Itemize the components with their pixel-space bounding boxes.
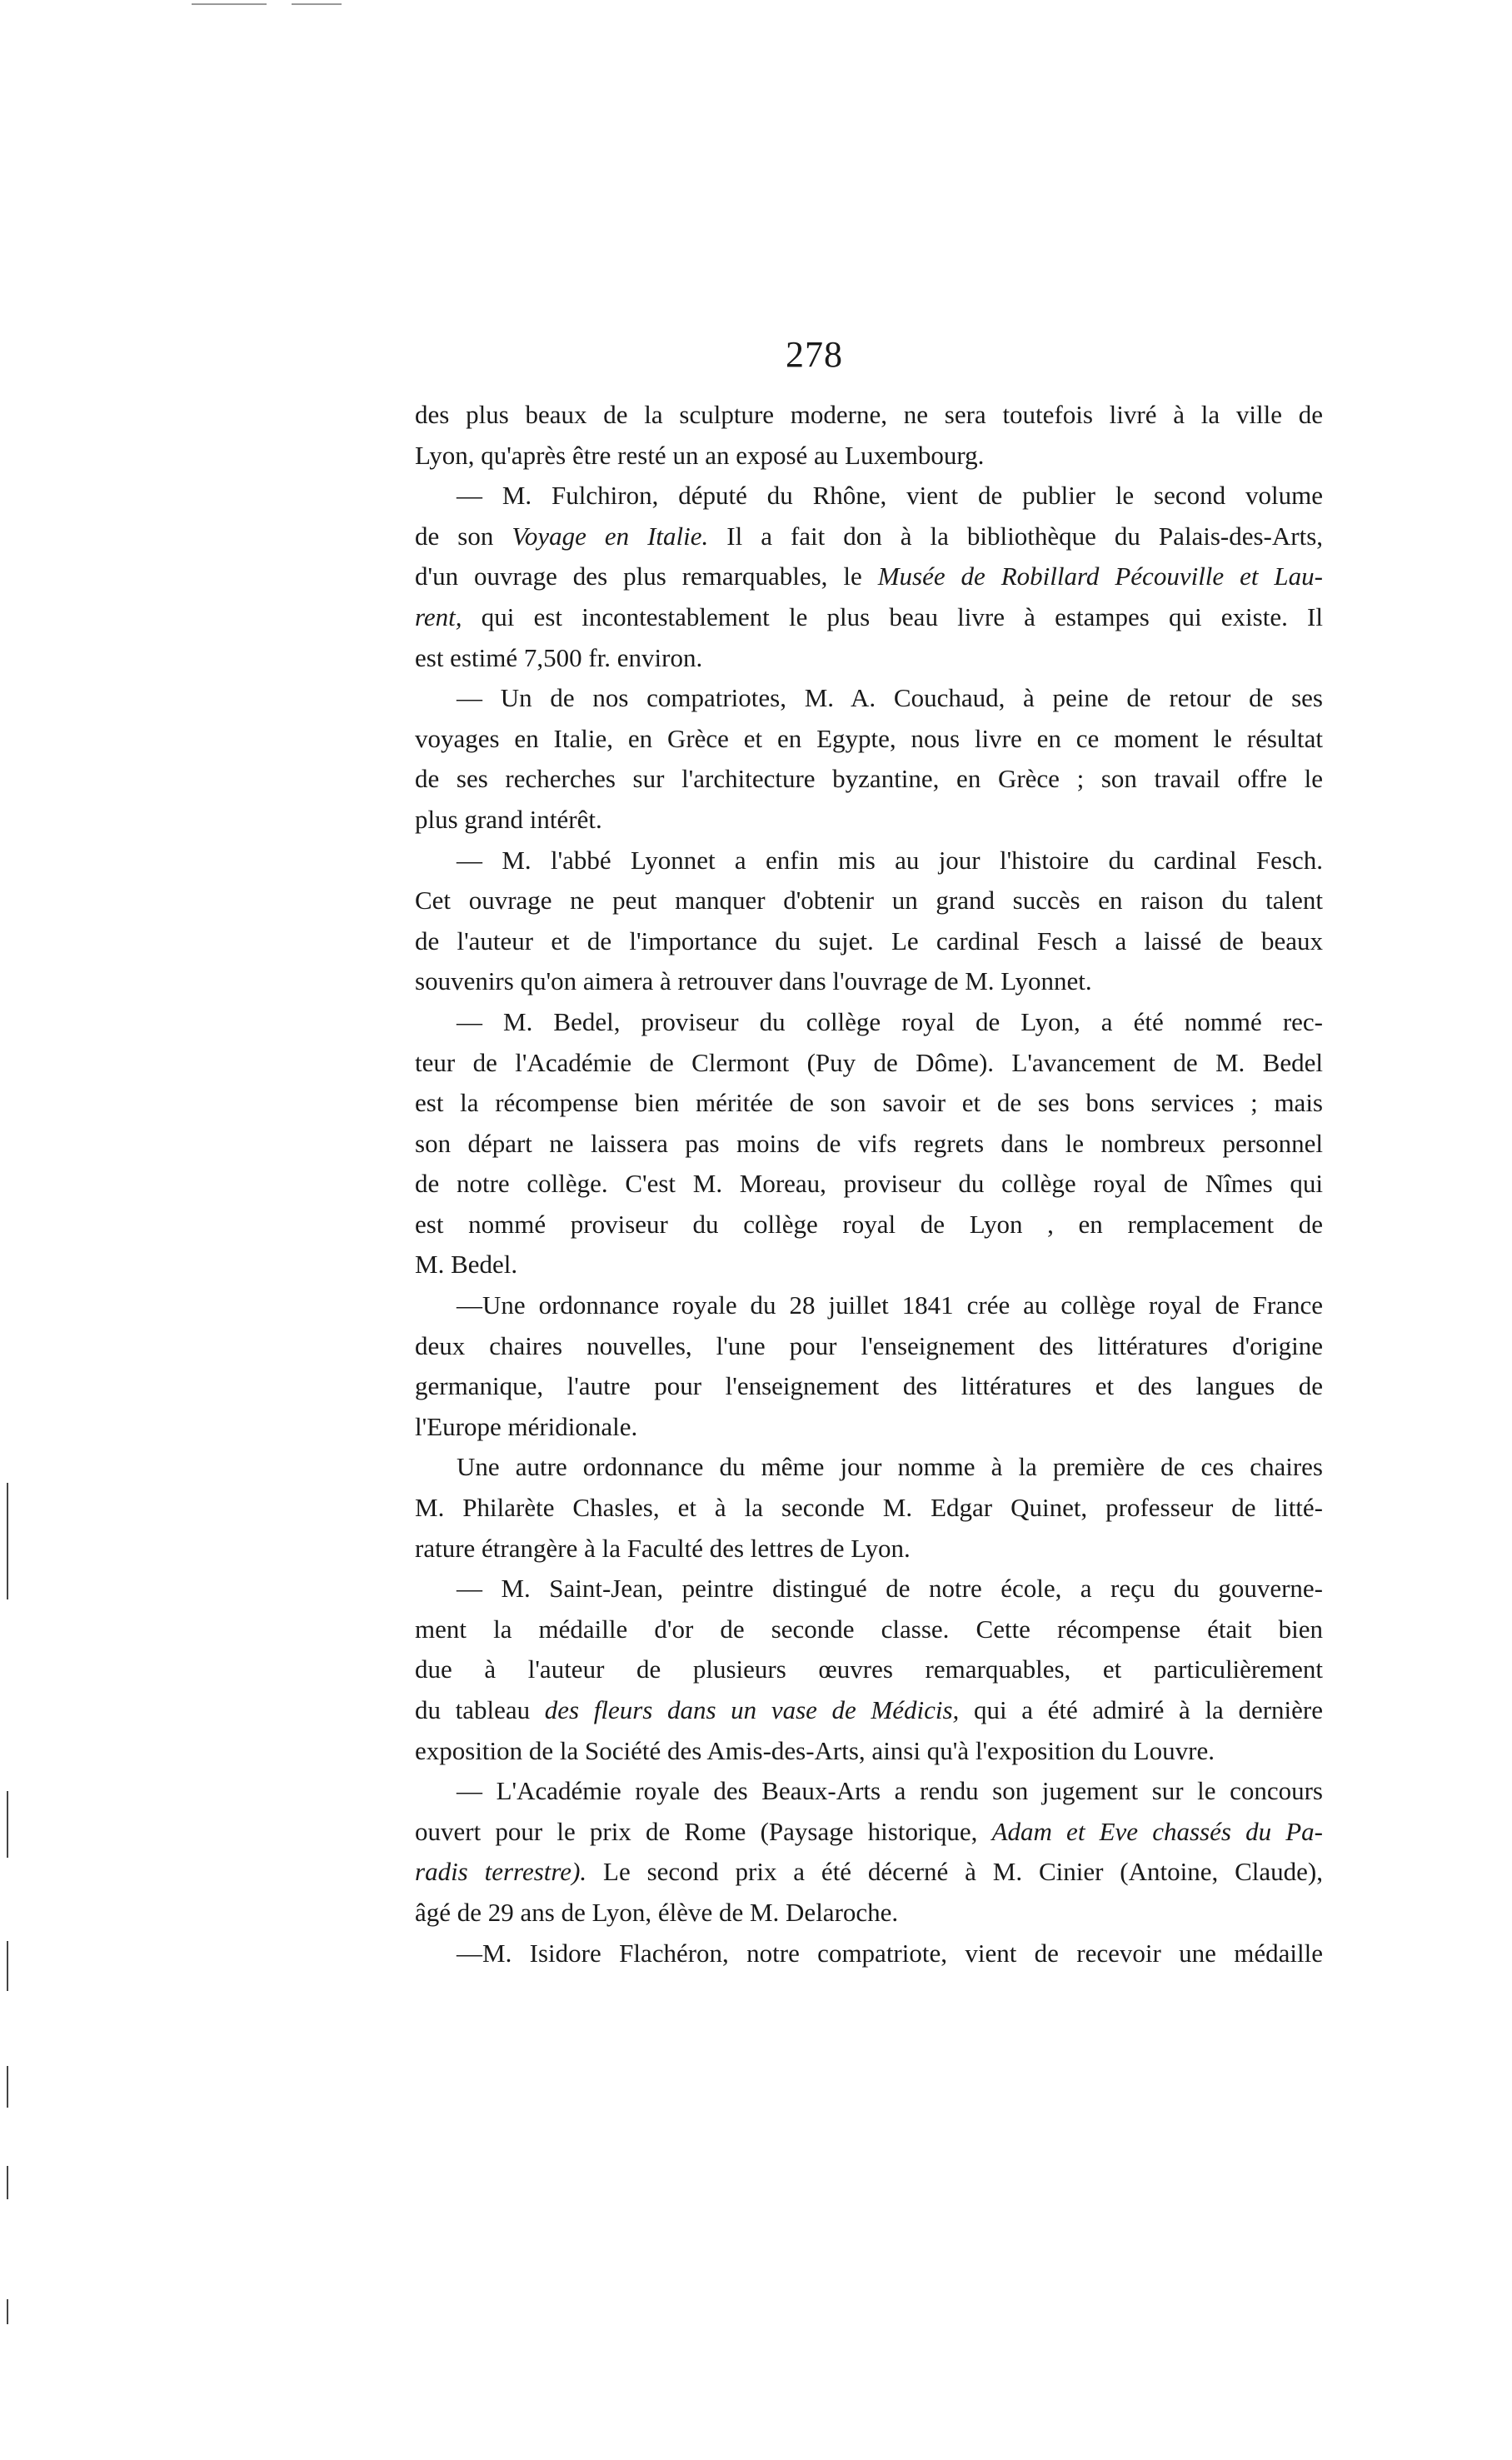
text-line [415,1285,1323,1326]
text-line [415,597,1323,638]
text-line [415,1569,1323,1609]
text-segment: est la récompense bien méritée de son savoir et de ses bons services ; mais [415,1088,1323,1118]
scan-top-mark [292,3,342,5]
text-line [415,1083,1323,1124]
text-line [415,1447,1323,1488]
text-line [415,1609,1323,1650]
text-segment: plus grand intérêt. [415,804,602,834]
text-segment: germanique, l'autre pour l'enseignement des littératures et des langues de [415,1371,1323,1401]
text-segment: M. Philarète Chasles, et à la seconde M. Edgar Quinet, professeur de litté- [415,1493,1323,1523]
italic-text: Adam et Eve chassés du Pa- [991,1816,1324,1846]
text-line [415,1205,1323,1245]
text-segment: — M. Saint-Jean, peintre distingué de notre école, a reçu du gouverne- [457,1574,1323,1604]
scan-edge-mark [7,1941,8,1991]
text-segment: Le second prix a été décerné à M. Cinier (Antoine, Claude), [586,1857,1323,1887]
text-segment: Cet ouvrage ne peut manquer d'obtenir un grand succès en raison du talent [415,886,1323,916]
text-line [415,1407,1323,1448]
text-line [415,678,1323,719]
text-segment: M. Bedel. [415,1250,518,1280]
scan-edge-mark [7,1791,8,1858]
text-line [415,1002,1323,1043]
text-segment: voyages en Italie, en Grèce et en Egypte, nous livre en ce moment le résultat [415,723,1323,753]
text-segment: — M. Bedel, proviseur du collège royal de Lyon, a été nommé rec- [457,1006,1323,1036]
text-line [415,436,1323,477]
text-segment: d'un ouvrage des plus remarquables, le [415,561,878,591]
text-line [415,719,1323,760]
text-line [415,556,1323,597]
text-line [415,638,1323,679]
text-line [415,1934,1323,1974]
text-line [415,1488,1323,1529]
text-segment: —M. Isidore Flachéron, notre compatriote, vient de recevoir une médaille [457,1938,1323,1968]
scan-edge-mark [7,2166,8,2199]
italic-text: radis terrestre). [415,1857,587,1887]
text-segment: —Une ordonnance royale du 28 juillet 1841 crée au collège royal de France [457,1290,1323,1320]
text-line [415,961,1323,1002]
text-line [415,881,1323,921]
text-segment: due à l'auteur de plusieurs œuvres remarquables, et particulièrement [415,1654,1323,1684]
text-line [415,395,1323,436]
text-segment: de son [415,521,512,551]
italic-text: rent, [415,601,462,631]
text-line [415,759,1323,800]
text-segment: est nommé proviseur du collège royal de Lyon , en remplacement de [415,1209,1323,1239]
text-segment: deux chaires nouvelles, l'une pour l'enseignement des littératures d'origine [415,1330,1323,1360]
text-segment: l'Europe méridionale. [415,1411,638,1441]
text-line [415,1245,1323,1285]
text-segment: de ses recherches sur l'architecture byzantine, en Grèce ; son travail offre le [415,764,1323,794]
scan-edge-mark [7,2066,8,2108]
text-segment: — M. l'abbé Lyonnet a enfin mis au jour l'histoire du cardinal Fesch. [457,845,1323,875]
text-line [415,1649,1323,1690]
text-segment: ouvert pour le prix de Rome (Paysage historique, [415,1816,992,1846]
text-segment: teur de l'Académie de Clermont (Puy de Dôme). L'avancement de M. Bedel [415,1047,1323,1077]
italic-text: Musée de Robillard Pécouville et Lau- [877,561,1323,591]
text-segment: souvenirs qu'on aimera à retrouver dans l'ouvrage de M. Lyonnet. [415,966,1092,996]
italic-text: Voyage en Italie. [511,521,709,551]
text-line [415,1771,1323,1812]
text-line [415,516,1323,557]
text-segment: qui est incontestablement le plus beau livre à estampes qui existe. Il [462,601,1323,631]
text-segment: — M. Fulchiron, député du Rhône, vient de publier le second volume [457,481,1323,511]
scan-edge-mark [7,2299,8,2324]
text-segment: est estimé 7,500 fr. environ. [415,642,703,672]
text-segment: de notre collège. C'est M. Moreau, proviseur du collège royal de Nîmes qui [415,1169,1323,1199]
text-line [415,1366,1323,1407]
text-line [415,921,1323,962]
text-segment: ment la médaille d'or de seconde classe. Cette récompense était bien [415,1614,1323,1644]
text-segment: Il a fait don à la bibliothèque du Palais-des-Arts, [708,521,1324,551]
text-line [415,1731,1323,1772]
scan-top-mark [192,3,267,5]
text-line [415,1124,1323,1165]
page-number: 278 [786,334,843,375]
text-line [415,1852,1323,1893]
text-segment: de l'auteur et de l'importance du sujet. Le cardinal Fesch a laissé de beaux [415,926,1323,956]
text-line [415,1043,1323,1084]
text-segment: Lyon, qu'après être resté un an exposé au Luxembourg. [415,440,985,470]
text-line [415,1326,1323,1367]
text-line [415,1893,1323,1934]
text-segment: rature étrangère à la Faculté des lettres de Lyon. [415,1533,911,1563]
text-line [415,1529,1323,1569]
text-segment: — Un de nos compatriotes, M. A. Couchaud, à peine de retour de ses [457,683,1323,713]
text-segment: exposition de la Société des Amis-des-Arts, ainsi qu'à l'exposition du Louvre. [415,1735,1215,1765]
text-segment: son départ ne laissera pas moins de vifs regrets dans le nombreux personnel [415,1128,1323,1158]
text-line [415,476,1323,516]
body-text [415,395,1323,1973]
text-line [415,841,1323,881]
italic-text: des fleurs dans un vase de Médicis, [544,1695,960,1724]
text-line [415,1812,1323,1853]
text-segment: des plus beaux de la sculpture moderne, ne sera toutefois livré à la ville de [415,400,1323,429]
text-segment: qui a été admiré à la dernière [959,1695,1323,1724]
scan-edge-mark [7,1483,8,1599]
text-line [415,800,1323,841]
text-segment: — L'Académie royale des Beaux-Arts a rendu son jugement sur le concours [457,1776,1323,1806]
text-segment: Une autre ordonnance du même jour nomme à la première de ces chaires [457,1452,1323,1482]
text-line [415,1164,1323,1205]
text-segment: âgé de 29 ans de Lyon, élève de M. Delaroche. [415,1897,899,1927]
text-segment: du tableau [415,1695,545,1724]
text-line [415,1690,1323,1731]
